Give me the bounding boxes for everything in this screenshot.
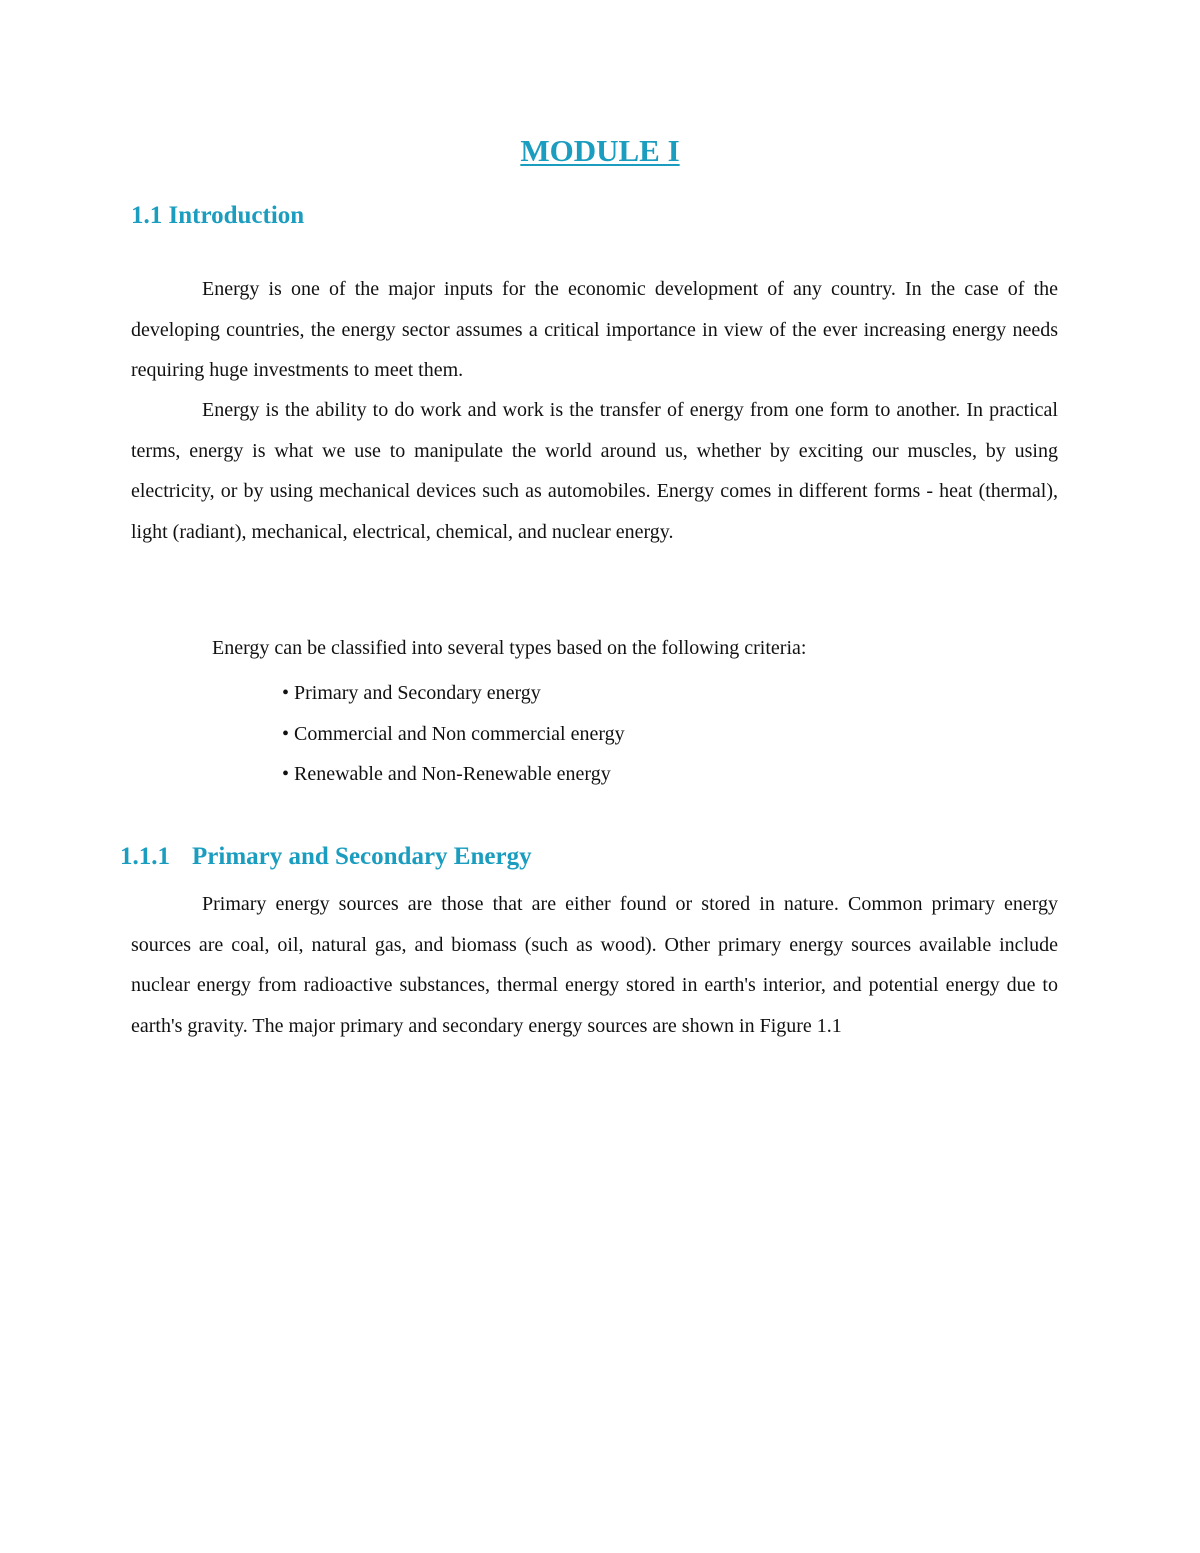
section-title: Primary and Secondary Energy	[192, 843, 532, 870]
list-item: • Renewable and Non-Renewable energy	[282, 763, 611, 786]
list-item: • Commercial and Non commercial energy	[282, 722, 625, 745]
list-item: • Primary and Secondary energy	[282, 682, 541, 704]
classification-criteria-text: Energy can be classified into several types based on the following criteria:	[212, 637, 807, 659]
introduction-heading: 1.1 Introduction	[131, 202, 305, 229]
criteria-list	[282, 677, 625, 799]
primary-energy-paragraph: Primary energy sources are those that are either found or stored in nature. Common primary energy sources are coal, oil, natural gas, and biomass (such as wood). Other primary energy sources available include nuclear energy from radioactive substances, thermal energy stored in earth's interior, and potential energy due to earth's gravity. The major primary and secondary energy sources are shown in Figure 1.1	[131, 893, 1058, 1037]
intro-paragraph-2: Energy is the ability to do work and work is the transfer of energy from one form to another. In practical terms, energy is what we use to manipulate the world around us, whether by exciting our muscles, by using electricity, or by using mechanical devices such as automobiles. Energy comes in different forms - heat (thermal), light (radiant), mechanical, electrical, chemical, and nuclear energy.	[131, 399, 1058, 543]
intro-paragraph-1: Energy is one of the major inputs for the economic development of any country. In the case of the developing countries, the energy sector assumes a critical importance in view of the ever increasing energy needs requiring huge investments to meet them.	[131, 278, 1058, 382]
section-heading	[120, 843, 532, 871]
section-number: 1.1.1	[120, 843, 170, 870]
module-title: MODULE I	[520, 133, 680, 168]
